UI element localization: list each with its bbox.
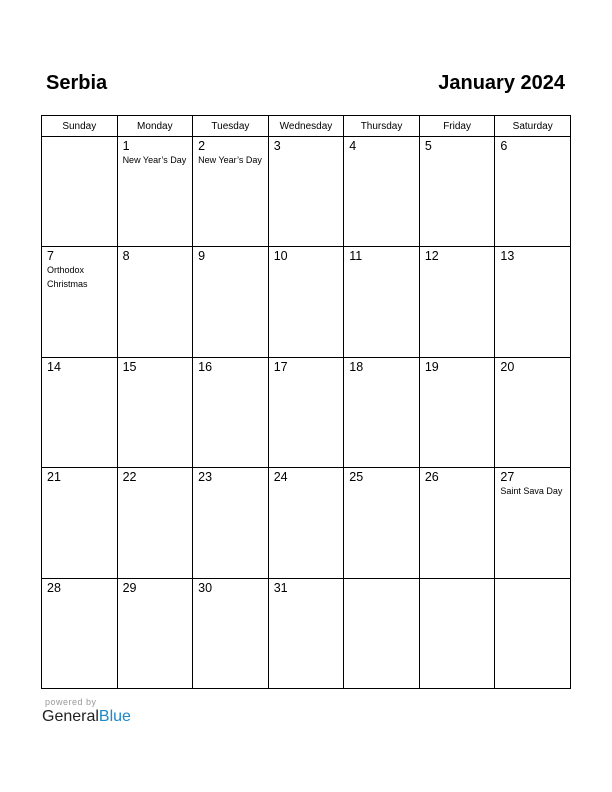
day-cell: [193, 247, 269, 357]
day-cell: [495, 137, 571, 247]
day-cell: [42, 137, 118, 247]
holiday-label: New Year’s Day: [122, 155, 187, 165]
day-number: 11: [349, 249, 363, 264]
day-number: 28: [47, 580, 61, 595]
weekday-sunday: Sunday: [42, 116, 118, 137]
weekday-wednesday: Wednesday: [268, 116, 344, 137]
week-row: [42, 137, 571, 247]
day-number: 25: [349, 470, 364, 485]
day-cell: [117, 247, 193, 357]
day-cell: [495, 247, 571, 357]
day-cell: [344, 137, 420, 247]
week-row: [42, 247, 571, 357]
month-title: January 2024: [438, 72, 565, 94]
day-number: 17: [273, 359, 288, 374]
day-cell: [193, 578, 269, 688]
week-row: [42, 578, 571, 688]
holiday-label: Orthodox Christmas: [47, 265, 88, 290]
weekday-friday: Friday: [419, 116, 495, 137]
day-number: 30: [198, 580, 213, 595]
generalblue-logo[interactable]: [42, 708, 131, 726]
day-number: 2: [198, 139, 206, 153]
logo-blue-text: Blue: [98, 708, 131, 725]
day-number: 24: [273, 470, 288, 485]
logo-general-text: General: [42, 708, 99, 725]
day-number: 4: [349, 139, 357, 153]
day-cell: [117, 357, 193, 467]
day-number: 7: [47, 249, 54, 264]
day-cell: [344, 357, 420, 467]
day-number: 9: [198, 249, 206, 264]
day-number: 27: [500, 470, 515, 485]
day-number: 31: [273, 580, 288, 595]
week-row: [42, 357, 571, 467]
day-number: 14: [47, 359, 61, 374]
day-cell: [268, 578, 344, 688]
weekday-tuesday: Tuesday: [193, 116, 269, 137]
day-cell: [193, 137, 269, 247]
day-number: 23: [198, 470, 213, 485]
day-number: 1: [122, 139, 130, 153]
footer: [42, 697, 131, 726]
day-number: 13: [500, 249, 515, 264]
weekday-header-row: [42, 116, 571, 137]
day-cell: [419, 137, 495, 247]
day-number: 16: [198, 359, 213, 374]
day-cell: [419, 357, 495, 467]
day-number: 6: [500, 139, 508, 153]
day-number: 19: [424, 359, 439, 374]
calendar-grid: [41, 115, 571, 689]
day-number: 21: [47, 470, 61, 485]
weekday-monday: Monday: [117, 116, 193, 137]
day-number: 22: [122, 470, 137, 485]
day-cell: [193, 357, 269, 467]
day-cell: [344, 247, 420, 357]
week-row: [42, 468, 571, 578]
day-cell: [117, 137, 193, 247]
holiday-label: Saint Sava Day: [500, 486, 563, 497]
day-number: 3: [273, 139, 281, 153]
day-cell: [268, 468, 344, 578]
day-cell: [495, 468, 571, 578]
day-cell: [42, 578, 118, 688]
day-number: 18: [349, 359, 364, 374]
day-number: 8: [122, 249, 130, 264]
powered-by-text: powered by: [45, 697, 97, 707]
day-cell: [495, 357, 571, 467]
weekday-saturday: Saturday: [495, 116, 571, 137]
day-number: 20: [500, 359, 515, 374]
day-cell: [344, 468, 420, 578]
day-cell: [419, 578, 495, 688]
weekday-thursday: Thursday: [344, 116, 420, 137]
day-cell: [344, 578, 420, 688]
day-number: 12: [424, 249, 439, 264]
day-number: 10: [273, 249, 288, 264]
day-cell: [419, 468, 495, 578]
day-number: 15: [122, 359, 137, 374]
day-cell: [117, 578, 193, 688]
day-cell: [419, 247, 495, 357]
day-number: 26: [424, 470, 439, 485]
day-number: 29: [122, 580, 137, 595]
day-cell: [268, 247, 344, 357]
holiday-label: New Year’s Day: [198, 155, 262, 165]
day-cell: [42, 468, 118, 578]
day-cell: [42, 247, 118, 357]
day-cell: [268, 357, 344, 467]
country-title: Serbia: [46, 72, 108, 94]
day-cell: [495, 578, 571, 688]
day-cell: [268, 137, 344, 247]
day-cell: [193, 468, 269, 578]
day-cell: [117, 468, 193, 578]
day-cell: [42, 357, 118, 467]
day-number: 5: [424, 139, 432, 153]
